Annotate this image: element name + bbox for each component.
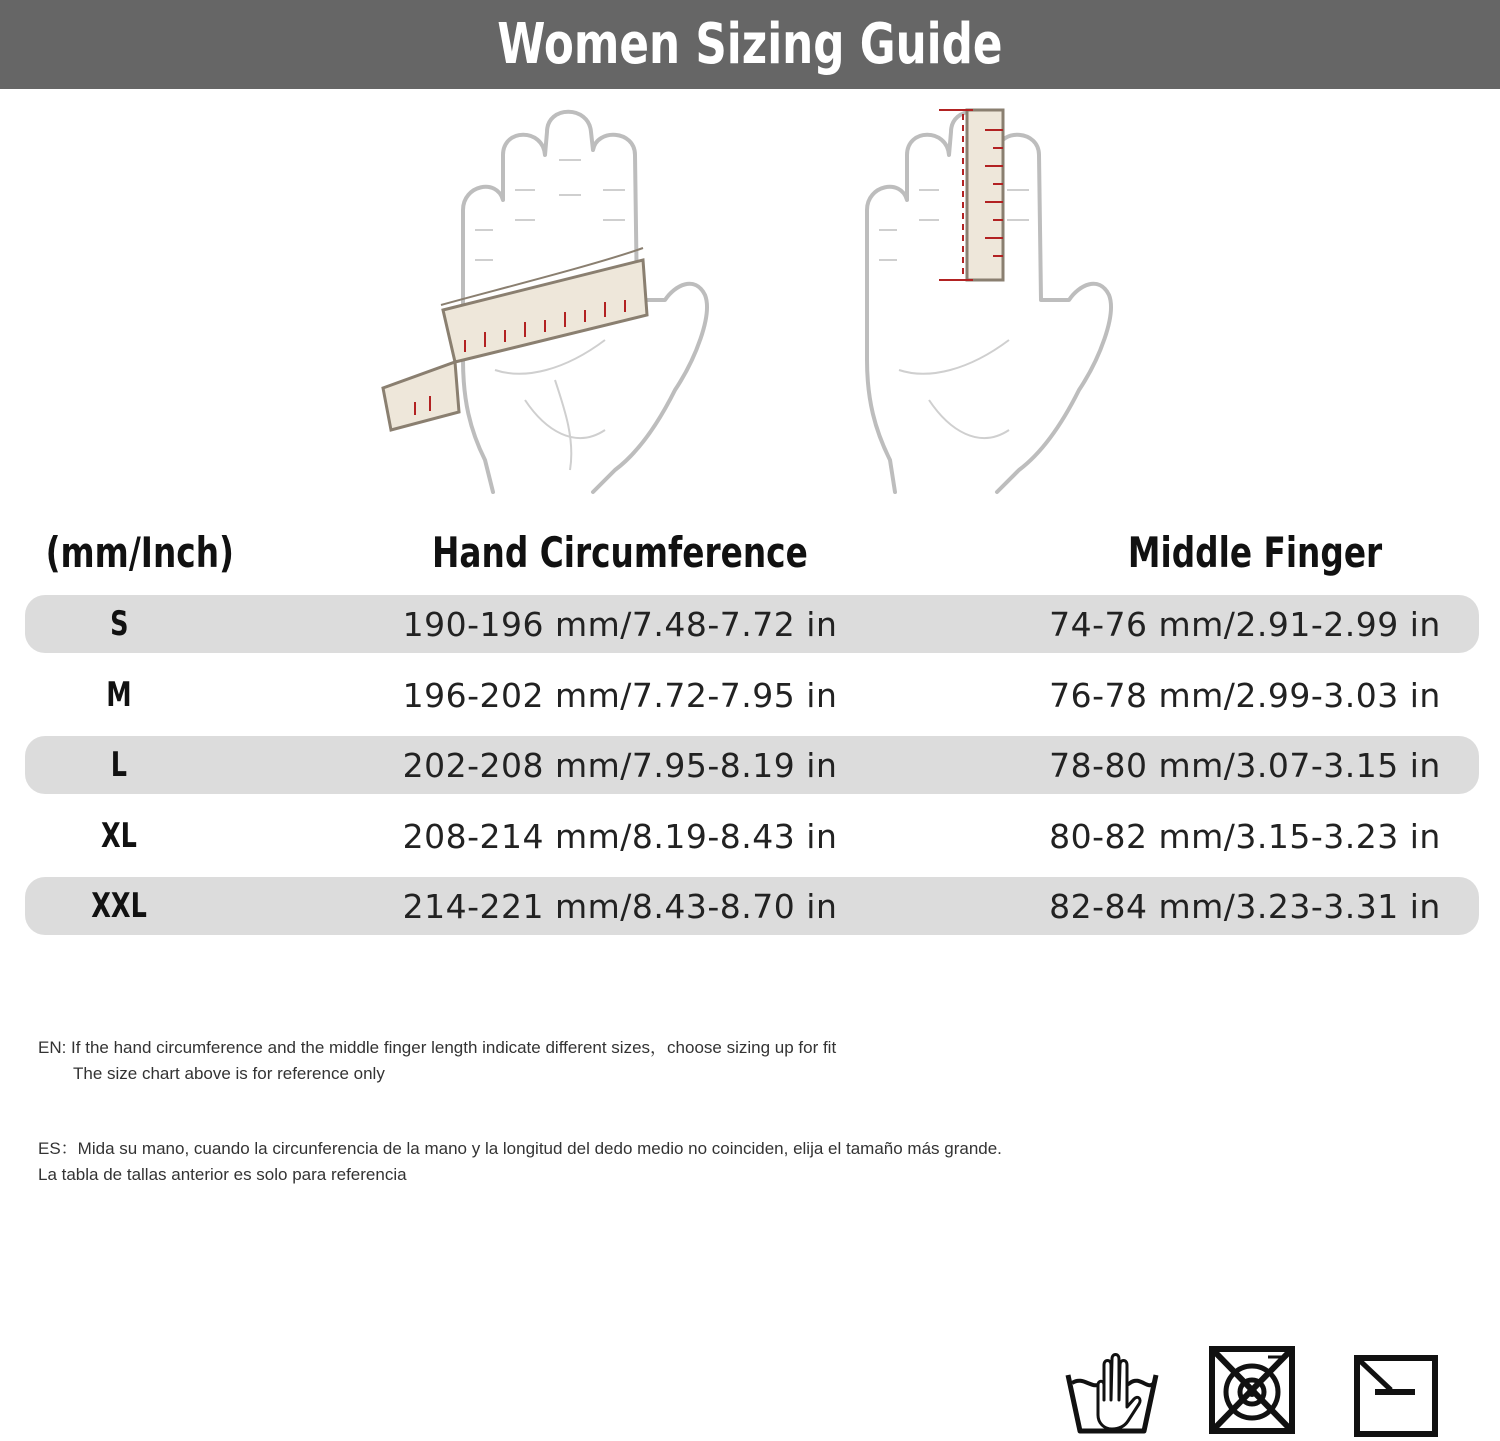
size-label: S: [109, 604, 129, 644]
note-spanish-line1: ES：Mida su mano, cuando la circunferencia de la mano y la longitud del dedo medio no coinciden, elija el tamaño más grande.: [38, 1139, 1002, 1158]
note-spanish-line2: La tabla de tallas anterior es solo para referencia: [38, 1165, 407, 1184]
dry-flat-icon: [1353, 1354, 1439, 1438]
table-row-xl: [25, 807, 1479, 865]
hand-circumference-value: 196-202 mm/7.72-7.95 in: [402, 675, 838, 715]
note-english-line2: The size chart above is for reference only: [73, 1064, 385, 1083]
header-bar: [0, 0, 1500, 89]
middle-finger-illustration: [855, 100, 1120, 500]
hand-circumference-illustration: [375, 100, 720, 500]
size-label: XL: [101, 816, 137, 856]
hand-wash-icon: [1062, 1345, 1162, 1437]
size-label: M: [106, 675, 132, 715]
table-row-m: [25, 666, 1479, 724]
middle-finger-value: 78-80 mm/3.07-3.15 in: [1049, 745, 1441, 785]
column-header-middle-finger: Middle Finger: [1127, 527, 1383, 577]
size-label: XXL: [91, 886, 147, 926]
hand-circumference-value: 208-214 mm/8.19-8.43 in: [402, 816, 838, 856]
page-title: Women Sizing Guide: [497, 12, 1003, 77]
column-header-hand-circumference: Hand Circumference: [432, 527, 808, 577]
middle-finger-value: 74-76 mm/2.91-2.99 in: [1049, 604, 1441, 644]
note-english-line1: EN: If the hand circumference and the middle finger length indicate different sizes，choose sizing up for fit: [38, 1038, 837, 1057]
hand-circumference-value: 214-221 mm/8.43-8.70 in: [402, 886, 838, 926]
note-spanish: [38, 1136, 1002, 1188]
table-row-xxl: [25, 877, 1479, 935]
table-row-l: [25, 736, 1479, 794]
middle-finger-value: 76-78 mm/2.99-3.03 in: [1049, 675, 1441, 715]
column-header-unit: (mm/Inch): [45, 527, 235, 577]
table-row-s: [25, 595, 1479, 653]
middle-finger-value: 82-84 mm/3.23-3.31 in: [1049, 886, 1441, 926]
size-label: L: [110, 745, 128, 785]
do-not-tumble-dry-icon: [1208, 1345, 1296, 1435]
hand-circumference-value: 190-196 mm/7.48-7.72 in: [402, 604, 838, 644]
middle-finger-value: 80-82 mm/3.15-3.23 in: [1049, 816, 1441, 856]
hand-circumference-value: 202-208 mm/7.95-8.19 in: [402, 745, 838, 785]
note-english: [38, 1035, 836, 1087]
